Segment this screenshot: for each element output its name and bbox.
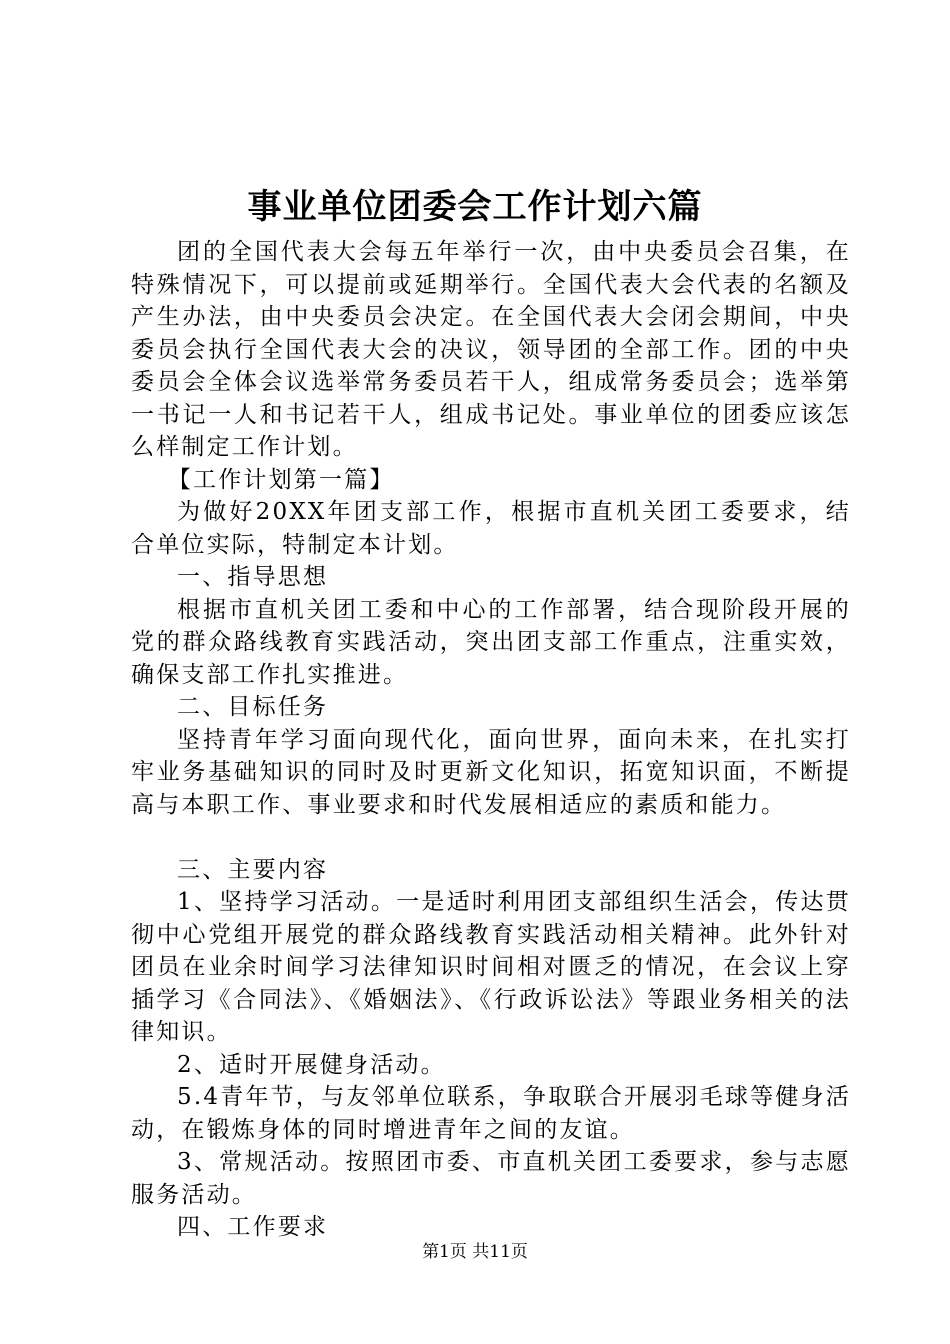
heading-main-content: 三、主要内容 [177, 856, 329, 883]
document-title: 事业单位团委会工作计划六篇 [247, 187, 703, 227]
page-footer: 第1页 共11页 [422, 1242, 528, 1262]
heading-goals: 二、目标任务 [177, 694, 329, 720]
paragraph-goals: 坚持青年学习面向现代化，面向世界，面向未来，在扎实打牢业务基础知识的同时及时更新文化知识，拓宽知识面，不断提高与本职工作、事业要求和时代发展相适应的素质和能力。 [131, 726, 851, 818]
blank-line [131, 821, 851, 854]
paragraph-youth-day: 5.4青年节，与友邻单位联系，争取联合开展羽毛球等健身活动，在锻炼身体的同时增进青年之间的友谊。 [131, 1084, 851, 1143]
document-body [131, 236, 851, 1244]
section-title-plan-1: 【工作计划第一篇】 [167, 466, 395, 493]
heading-work-requirements: 四、工作要求 [177, 1214, 329, 1240]
paragraph-fitness-activities: 2、适时开展健身活动。 [177, 1051, 446, 1078]
heading-guiding-ideology: 一、指导思想 [177, 564, 329, 590]
paragraph-guiding-ideology: 根据市直机关团工委和中心的工作部署，结合现阶段开展的党的群众路线教育实践活动，突出团支部工作重点，注重实效，确保支部工作扎实推进。 [131, 596, 851, 688]
paragraph-routine-activities: 3、常规活动。按照团市委、市直机关团工委要求，参与志愿服务活动。 [131, 1149, 851, 1208]
paragraph-intro: 团的全国代表大会每五年举行一次，由中央委员会召集，在特殊情况下，可以提前或延期举行。全国代表大会代表的名额及产生办法，由中央委员会决定。在全国代表大会闭会期间，中央委员会执行全国代表大会的决议，领导团的全部工作。团的中央委员会全体会议选举常务委员若干人，组成常务委员会；选举第一书记一人和书记若干人，组成书记处。事业单位的团委应该怎么样制定工作计划。 [131, 239, 851, 460]
paragraph-study-activities: 1、坚持学习活动。一是适时利用团支部组织生活会，传达贯彻中心党组开展党的群众路线教育实践活动相关精神。此外针对团员在业余时间学习法律知识时间相对匮乏的情况，在会议上穿插学习《合同法》、《婚姻法》、《行政诉讼法》等跟业务相关的法律知识。 [131, 889, 851, 1045]
paragraph-purpose: 为做好20XX年团支部工作，根据市直机关团工委要求，结合单位实际，特制定本计划。 [131, 499, 851, 558]
